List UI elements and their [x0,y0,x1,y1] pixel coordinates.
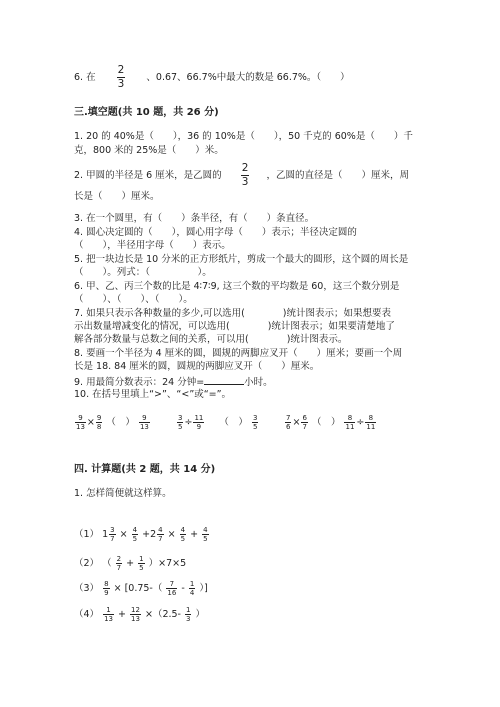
frac-den: 5 [252,423,258,431]
s3-q1-line1: 1. 20 的 40%是（ ），36 的 10%是（ ），50 千克的 60%是（ ）千 [74,131,413,142]
calc-label: （4） [74,609,100,620]
compare-blank[interactable]: （ ） [219,417,248,428]
s3-q2-line1 [74,162,409,189]
s3-q2-fraction [241,162,250,189]
frac-num: 7 [286,414,291,422]
s3-q5-line1: 5. 把一块边长是 10 分米的正方形纸片，剪成一个最大的圆形，这个圆的周长是 [74,254,409,265]
operator: × [86,417,95,428]
frac-den: 6 [286,423,291,431]
calc-label: （2） [74,558,100,569]
s3-q8-line2: 长是 18. 84 厘米的圆，圆规的两脚应叉开（ ）厘米。 [74,361,320,372]
s3-q9 [74,375,273,389]
frac-num: 6 [302,414,307,422]
s4-intro: 1. 怎样简便就这样算。 [74,488,172,499]
answer-blank[interactable] [204,375,244,385]
q6-fraction [117,64,126,91]
compare-blank[interactable]: （ ） [106,417,135,428]
s3-q6-line2: （ ）、（ ）、（ ）。 [74,294,193,305]
operator: × [292,417,301,428]
frac-num: 11 [194,414,204,422]
s3-q8-line1: 8. 要画一个半径为 4 厘米的圆，圆规的两脚应叉开（ ）厘米；要画一个周 [74,348,403,359]
s3-q7-line3: 解各部分数量与总数之间的关系，可以用( )统计图表示。 [74,334,348,345]
frac-num: 8 [365,414,376,423]
compare-blank[interactable]: （ ） [311,417,341,428]
q6-frac-num: 2 [117,64,125,76]
s3-q9-a: 9. 用最简分数表示：24 分钟= [74,377,205,388]
frac-num: 9 [75,414,86,423]
frac-num: 3 [252,414,258,422]
calc-label: （3） [74,583,100,594]
frac-num: 9 [139,414,150,423]
calc-label: （1） [74,529,100,540]
q6-prefix: 6. 在 [74,72,96,83]
section-3-title: 三.填空题(共 10 题，共 26 分) [74,107,219,118]
compare-item-3 [284,414,377,431]
s3-q2-frac-den: 3 [241,176,249,188]
s3-q3: 3. 在一个圆里，有（ ）条半径，有（ ）条直径。 [74,213,315,224]
calc-problem-4: （4） $\frac{1}{13}$ + $\frac{12}{13}$ ×（2.5- $\frac{1}{3}$ ） [74,606,206,623]
q6-frac-den: 3 [117,78,125,90]
compare-item-1 [74,414,151,431]
frac-den: 8 [96,423,102,431]
s3-q2-b: ，乙圆的直径是（ ）厘米，周 [266,170,409,181]
s3-q4-line2: （ ），半径用字母（ ）表示。 [74,240,231,251]
s3-q6-line1: 6. 甲、乙、丙三个数的比是 4∶7∶9, 这三个数的平均数是 60，这三个数分别是 [74,281,400,292]
calc-problem-1: （1） 1 $\frac{3}{7}$ × $\frac{4}{5}$ +2 $\frac{4}{7}$ × $\frac{4}{5}$ + $\frac{4}{5}$ [74,526,208,543]
frac-den: 7 [302,423,307,431]
operator: ÷ [184,417,193,428]
frac-den: 13 [76,423,85,431]
frac-num: 3 [178,414,183,422]
s3-q10: 10. 在括号里填上“>”、“<”或“=”。 [74,389,232,400]
s3-q2-a: 2. 甲圆的半径是 6 厘米，是乙圆的 [74,170,222,181]
frac-den: 9 [196,423,202,431]
frac-den: 5 [178,423,183,431]
frac-num: 8 [344,414,355,423]
calc-problem-3: （3） $\frac{8}{9}$ × [0.75-（ $\frac{7}{16}$ - $\frac{1}{4}$ ）] [74,580,208,597]
s3-q7-line2: 示出数量增减变化的情况，可以选用( )统计图表示；如果要清楚地了 [74,321,395,332]
s3-q1-line2: 克，800 米的 25%是（ ）米。 [74,145,224,156]
s3-q5-line2: （ ）。列式：（ ）。 [74,267,212,278]
s3-q7-line1: 7. 如果只表示各种数量的多少,可以选用( )统计图表示；如果想要表 [74,308,392,319]
frac-den: 11 [345,423,355,431]
s3-q2-frac-num: 2 [241,162,249,174]
compare-item-2 [176,414,259,431]
s3-q4-line1: 4. 圆心决定圆的（ ），圆心用字母（ ）表示；半径决定圆的 [74,227,357,238]
s3-q2-line2: 长是（ ）厘米。 [74,191,160,202]
frac-den: 13 [139,423,149,431]
frac-den: 11 [366,423,376,431]
section-4-title: 四. 计算题(共 2 题，共 14 分) [74,464,216,475]
s3-q9-b: 小时。 [244,377,273,388]
q6-suffix: 、0.67、66.7%中最大的数是 66.7%。（ ） [146,72,350,83]
frac-num: 9 [96,414,102,422]
calc-problem-2: （2） （ $\frac{2}{7}$ + $\frac{1}{5}$ ）×7×5 [74,555,187,572]
operator: ÷ [356,417,365,428]
question-6 [74,64,350,91]
